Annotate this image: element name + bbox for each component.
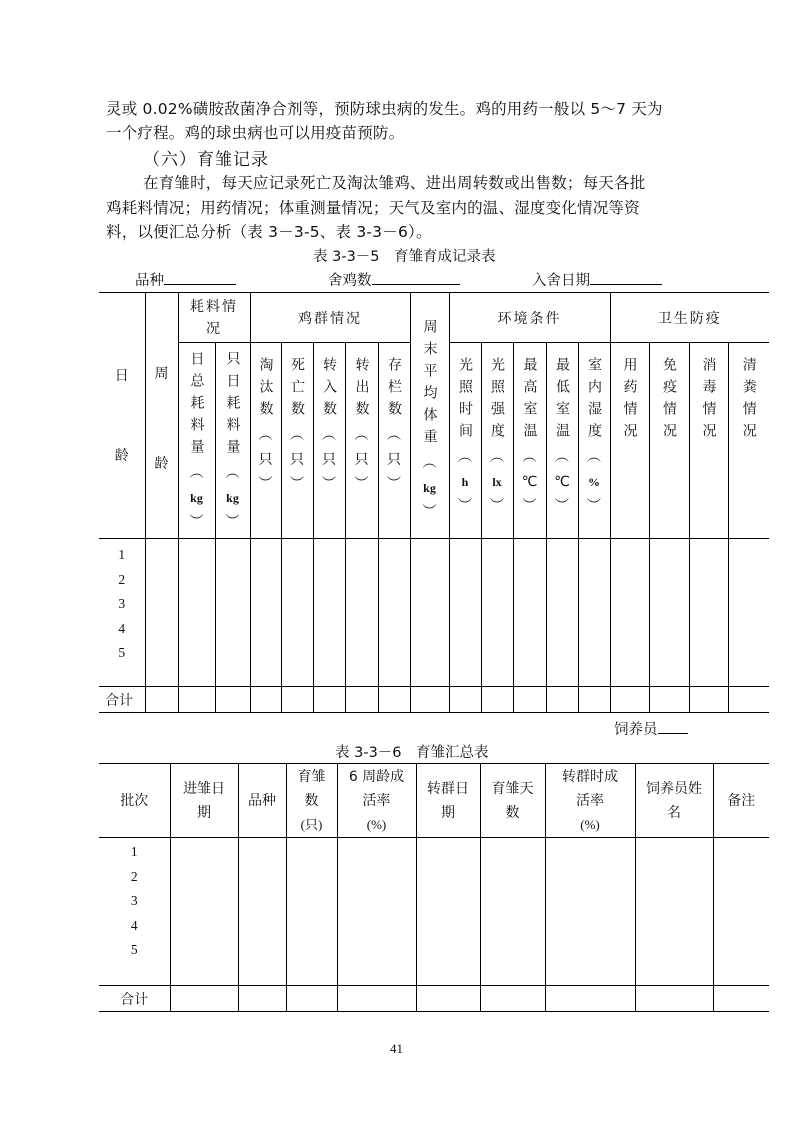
header-text: 育雏天: [491, 780, 534, 797]
row-number: 3: [118, 596, 126, 611]
header-text: 光照时间: [457, 357, 473, 445]
header-transfer-out: 转出数 ︵ 只 ︶: [345, 343, 378, 539]
total-row: [99, 687, 769, 713]
table-cell[interactable]: [546, 539, 578, 687]
header-brood-days: [480, 764, 545, 838]
unit-text: kg: [190, 490, 203, 505]
header-text: 进雏日: [183, 780, 225, 797]
table-cell[interactable]: [545, 986, 635, 1012]
header-week-age: [145, 293, 178, 539]
header-text: 龄: [154, 455, 169, 472]
header-humidity: 室内湿度 ︵ % ︶: [578, 343, 610, 539]
header-text: 期: [441, 804, 455, 821]
header-text: (%): [366, 816, 387, 832]
header-day-age: [99, 293, 145, 539]
header-text: 清粪情况: [740, 357, 757, 445]
header-text: 周末平均体重: [421, 319, 438, 451]
house-count-blank[interactable]: [372, 268, 460, 285]
paragraph-line: 灵或 0.02%磺胺敌菌净合剂等，预防球虫病的发生。鸡的用药一般以 5～7 天为: [106, 100, 663, 118]
header-text: 转出数: [353, 357, 370, 423]
header-text: (%): [580, 816, 600, 832]
header-feed-per-bird: 只日耗料量 ︵ kg ︶: [215, 343, 250, 539]
unit-text: 只: [354, 451, 369, 468]
body-line: 料，以便汇总分析（表 3－3-5、表 3-3－6）。: [106, 223, 432, 241]
unit-text: 只: [322, 451, 336, 468]
header-text: 活率: [362, 792, 391, 809]
table-cell[interactable]: [713, 986, 769, 1012]
table-cell[interactable]: [178, 687, 215, 713]
table-cell[interactable]: [449, 687, 481, 713]
table-cell[interactable]: [449, 539, 481, 687]
table1-caption: 表 3-3－5 育雏育成记录表: [313, 249, 496, 265]
breed-label: 品种: [135, 273, 164, 289]
table-cell[interactable]: [313, 687, 345, 713]
table-cell[interactable]: [689, 539, 728, 687]
table-cell[interactable]: [410, 539, 449, 687]
page-number: 41: [390, 1041, 403, 1056]
unit-text: ℃: [554, 473, 570, 490]
table-cell[interactable]: [286, 986, 337, 1012]
table-cell[interactable]: [635, 838, 713, 986]
table-cell[interactable]: [481, 539, 513, 687]
header-medication: [610, 343, 649, 539]
header-text: 免疫情况: [661, 357, 677, 445]
table-cell[interactable]: [286, 838, 337, 986]
brooding-record-table: [99, 292, 769, 713]
table-cell[interactable]: [513, 539, 546, 687]
header-text: 数: [304, 792, 319, 809]
header-text: 周: [154, 365, 169, 382]
table-cell[interactable]: [545, 838, 635, 986]
header-hygiene-group: [610, 293, 769, 343]
table-cell[interactable]: [635, 986, 713, 1012]
table-cell[interactable]: [728, 539, 769, 687]
unit-text: lx: [492, 474, 502, 489]
table-cell[interactable]: [337, 838, 416, 986]
header-text: 转群时成: [562, 768, 618, 785]
entry-date-label: 入舍日期: [532, 273, 590, 289]
table-cell[interactable]: [345, 687, 378, 713]
keeper-blank[interactable]: [658, 717, 688, 734]
header-culled: 淘汰数 ︵ 只 ︶: [250, 343, 281, 539]
row-number: 4: [130, 917, 138, 933]
table-cell[interactable]: [238, 986, 286, 1012]
table-cell[interactable]: [215, 687, 250, 713]
breed-field[interactable]: [135, 268, 236, 290]
header-max-temp: 最高室温 ︵ ℃ ︶: [513, 343, 546, 539]
unit-text: %: [588, 474, 600, 489]
table-cell[interactable]: [281, 687, 313, 713]
table-cell[interactable]: [578, 539, 610, 687]
unit-text: h: [461, 474, 469, 489]
row-number: 1: [118, 547, 126, 562]
row-number: 3: [130, 893, 138, 908]
table-cell[interactable]: [378, 539, 410, 687]
header-text: 室内湿度: [586, 357, 602, 445]
header-text: 最高室温: [521, 357, 538, 445]
header-text: 转群日: [427, 780, 469, 797]
table-row: [99, 539, 769, 687]
table-cell[interactable]: [378, 687, 410, 713]
header-text: 期: [197, 804, 211, 821]
section-heading: （六）育雏记录: [143, 150, 269, 170]
keeper-label: 饲养员: [614, 722, 658, 738]
row-number: 2: [118, 571, 126, 587]
header-text: 数: [505, 804, 520, 821]
header-text: 耗料情况: [190, 298, 238, 337]
header-text: 环境条件: [497, 310, 562, 327]
header-light-intensity: 光照强度 ︵ lx ︶: [481, 343, 513, 539]
header-transfer-date: [416, 764, 480, 838]
header-text: 批次: [120, 792, 149, 809]
header-text: 名: [667, 804, 681, 821]
header-transfer-in: 转入数 ︵ 只 ︶: [313, 343, 345, 539]
table-cell[interactable]: [649, 687, 689, 713]
table-cell[interactable]: [728, 687, 769, 713]
table-cell[interactable]: [578, 687, 610, 713]
table-row: [99, 838, 769, 986]
paragraph-line: 一个疗程。鸡的球虫病也可以用疫苗预防。: [106, 124, 405, 142]
header-text: 品种: [248, 792, 276, 809]
header-text: 备注: [727, 792, 756, 809]
unit-text: 只: [290, 451, 304, 468]
entry-date-field[interactable]: [532, 268, 662, 290]
header-text: 活率: [576, 792, 604, 809]
total-label: 合计: [99, 986, 170, 1012]
table-cell[interactable]: [250, 539, 281, 687]
header-env-group: [449, 293, 610, 343]
header-transfer-survival: [545, 764, 635, 838]
header-6wk-survival: [337, 764, 416, 838]
table-cell[interactable]: [480, 986, 545, 1012]
header-feed-group: [178, 293, 250, 343]
body-line: 鸡耗料情况；用药情况；体重测量情况；天气及室内的温、湿度变化情况等资: [106, 199, 640, 217]
table-cell[interactable]: [337, 986, 416, 1012]
header-keeper-name: [635, 764, 713, 838]
brooding-summary-table: [99, 763, 769, 1012]
header-weekly-weight: 周末平均体重 ︵ kg ︶: [410, 293, 449, 539]
header-batch: [99, 764, 170, 838]
header-text: 饲养员姓: [646, 780, 702, 797]
table-cell[interactable]: [513, 687, 546, 713]
unit-text: 只: [387, 451, 401, 468]
table-cell[interactable]: [649, 539, 689, 687]
table-cell[interactable]: [416, 838, 480, 986]
header-text: 存栏数: [386, 357, 402, 423]
header-stock: 存栏数 ︵ 只 ︶: [378, 343, 410, 539]
table-cell[interactable]: [281, 539, 313, 687]
header-brood-count: [286, 764, 337, 838]
header-light-time: 光照时间 ︵ h ︶: [449, 343, 481, 539]
header-immunization: [649, 343, 689, 539]
header-text: (只): [300, 816, 323, 832]
body-line: 在育雏时，每天应记录死亡及淘汰雏鸡、进出周转数或出售数；每天各批: [143, 174, 646, 192]
total-row: [99, 986, 769, 1012]
header-text: 光照强度: [489, 357, 505, 445]
table-cell[interactable]: [238, 838, 286, 986]
table-cell[interactable]: [145, 687, 178, 713]
header-text: 龄: [114, 447, 129, 464]
row-number: 1: [130, 844, 138, 859]
table-cell[interactable]: [689, 687, 728, 713]
unit-text: kg: [423, 480, 436, 495]
unit-text: ℃: [521, 473, 538, 490]
table-cell[interactable]: [481, 687, 513, 713]
unit-text: 只: [258, 451, 273, 468]
keeper-field[interactable]: [614, 717, 688, 739]
table-cell[interactable]: [215, 539, 250, 687]
breed-blank[interactable]: [164, 268, 236, 285]
table-cell[interactable]: [610, 539, 649, 687]
row-number-cell: [99, 838, 170, 986]
table-cell[interactable]: [170, 838, 238, 986]
header-dead: 死亡数 ︵ 只 ︶: [281, 343, 313, 539]
header-text: 日: [114, 367, 129, 384]
header-text: 鸡群情况: [298, 310, 362, 327]
row-number: 2: [130, 868, 138, 884]
table-cell[interactable]: [546, 687, 578, 713]
table-cell[interactable]: [416, 986, 480, 1012]
header-text: 日总耗料量: [188, 351, 205, 461]
row-number-cell: [99, 539, 145, 687]
header-text: 6 周龄成: [348, 768, 405, 785]
table-cell[interactable]: [250, 687, 281, 713]
row-number: 5: [118, 645, 126, 660]
unit-text: kg: [226, 490, 239, 505]
table-cell[interactable]: [178, 539, 215, 687]
row-number: 5: [130, 942, 138, 957]
header-text: 淘汰数: [257, 357, 274, 423]
table-cell[interactable]: [410, 687, 449, 713]
header-min-temp: 最低室温 ︵ ℃ ︶: [546, 343, 578, 539]
header-feed-total: 日总耗料量 ︵ kg ︶: [178, 343, 215, 539]
total-label: 合计: [99, 687, 145, 713]
header-text: 死亡数: [289, 357, 305, 423]
table-cell[interactable]: [345, 539, 378, 687]
table-cell[interactable]: [313, 539, 345, 687]
header-text: 用药情况: [621, 357, 638, 445]
row-number: 4: [118, 620, 126, 636]
header-breed: [238, 764, 286, 838]
header-entry-date: [170, 764, 238, 838]
table-cell[interactable]: [480, 838, 545, 986]
header-text: 只日耗料量: [224, 351, 241, 461]
table-cell[interactable]: [713, 838, 769, 986]
table2-caption: 表 3-3－6 育雏汇总表: [335, 745, 489, 761]
header-manure: [728, 343, 769, 539]
header-text: 最低室温: [554, 357, 570, 445]
header-text: 转入数: [321, 357, 337, 423]
table-cell[interactable]: [145, 539, 178, 687]
house-count-label: 舍鸡数: [328, 273, 372, 289]
header-row: [99, 764, 769, 838]
header-text: 育雏: [297, 768, 326, 785]
header-text: 卫生防疫: [657, 310, 722, 327]
header-flock-group: [250, 293, 410, 343]
entry-date-blank[interactable]: [590, 268, 662, 285]
header-remarks: [713, 764, 769, 838]
table-cell[interactable]: [610, 687, 649, 713]
house-count-field[interactable]: [328, 268, 460, 290]
table-cell[interactable]: [170, 986, 238, 1012]
header-disinfection: [689, 343, 728, 539]
header-text: 消毒情况: [700, 357, 717, 445]
